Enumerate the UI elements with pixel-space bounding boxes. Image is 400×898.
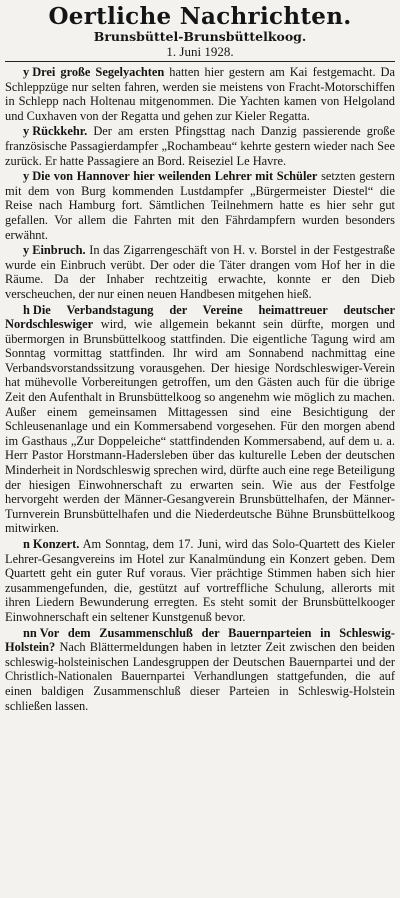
article-body: hatten hier gestern am Kai festgemacht. Da Schleppzüge nur selten fahren, werden sie meistens von Fracht-Motorschiffen in Schlepp nach Holtenau mitgenommen. Die Yachten kamen von Helgoland und Cuxhaven von der Regatta und gehen zur Kieler Regatta. (5, 65, 395, 123)
article-rueckkehr (5, 124, 395, 168)
article-body: wird, wie allgemein bekannt sein dürfte, morgen und übermorgen in Brunsbüttelkoog stattfinden. Die eigentliche Tagung wird am Sonntag vormittag stattfinden. Ihr wird am Sonnabend nachmittag eine Verbandsvorstandssitzung vorausgehen. Der hiesige Nordschleswiger-Verein hat mühevolle Vorbereitungen getroffen, um den Gästen auch für die übrige Zeit den Aufenthalt in Brunsbüttelkoog so angenehm wie möglich zu machen. Außer einem gemeinsamen Mittagessen sind eine Besichtigung der Schleusenanlage und ein Kommersabend vorgesehen. Für den morgen abend im Gasthaus „Zur Doppeleiche“ stattfindenden Kommersabend, auf dem u. a. Herr Pastor Horstmann-Hadersleben über das kulturelle Leben der deutschen Minderheit in Nordschleswig sprechen wird, dürfte auch eine rege Beteiligung der hiesigen Einwohnerschaft zu erwarten sein. Wie aus der Festfolge hervorgeht werden der Männer-Gesangverein Brunsbüttelhafen, der Männer-Turnverein Brunsbüttelhafen und die Niederdeutsche Bühne Brunsbüttelkoog mitwirken. (5, 317, 395, 536)
article-lead: Vor dem Zusammenschluß der Bauernparteien in Schleswig-Holstein? (5, 625, 395, 655)
article-mark: nn (23, 625, 37, 640)
article-lead: Die von Hannover hier weilenden Lehrer mit Schüler (32, 169, 318, 184)
article-lehrer (5, 169, 395, 242)
dateline: 1. Juni 1928. (166, 44, 234, 59)
article-segelyachten (5, 65, 395, 123)
article-lead: Drei große Segelyachten (32, 65, 165, 79)
article-mark: h (23, 302, 30, 317)
masthead (5, 4, 395, 59)
section-title: Oertliche Nachrichten. (48, 3, 352, 30)
article-konzert (5, 537, 395, 625)
article-lead: Konzert. (32, 537, 80, 551)
article-body: Am Sonntag, dem 17. Juni, wird das Solo-Quartett des Kieler Lehrer-Gesangvereins im Hotel zur Kanalmündung ein Konzert geben. Dem Quartett geht ein guter Ruf voraus. Vier prächtige Stimmen haben sich hier zusammengefunden, die, gestützt auf vortreffliche Schulung, allerorts mit ihren Liedern Bewunderung erregten. Es steht somit der Brunsbüttelkooger Einwohnerschaft ein seltener Kunstgenuß bevor. (5, 537, 395, 624)
header-divider (5, 61, 395, 62)
article-body: setzten gestern mit dem von Burg kommenden Lustdampfer „Bürgermeister Diestel“ die Reise nach Hamburg fort. Sämtlichen Teilnehmern hatte es hier sehr gut gefallen. Vor allem die Fahrten mit den Fährdampfern wurden besonders erwähnt. (5, 169, 395, 242)
article-mark: y (23, 65, 30, 79)
article-body: In das Zigarrengeschäft von H. v. Borstel in der Festgestraße wurde ein Einbruch verübt. Der oder die Täter drangen vom Hof her in die Räume. Da der Inhaber rechtzeitig erwachte, konnte er den Dieb verscheuchen, der nur einen neuen Handbesen mitgehen hieß. (5, 243, 395, 301)
article-mark: n (23, 537, 30, 551)
section-subtitle: Brunsbüttel-Brunsbüttelkoog. (93, 29, 307, 44)
article-lead: Einbruch. (32, 243, 86, 258)
article-lead: Rückkehr. (32, 124, 88, 139)
article-mark: y (23, 169, 30, 184)
article-body: Nach Blättermeldungen haben in letzter Zeit zwischen den beiden schleswig-holsteinischen Landesgruppen der Deutschen Bauernpartei und der Christlich-Nationalen Bauernpartei Verhandlungen stattgefunden, die auf einen baldigen Zusammenschluß dieser Parteien in Schleswig-Holstein schließen lassen. (5, 640, 395, 713)
article-mark: y (23, 124, 30, 139)
article-einbruch (5, 243, 395, 301)
article-verbandstagung (5, 303, 395, 537)
article-mark: y (23, 243, 30, 258)
article-bauernparteien (5, 626, 395, 714)
article-body: Der am ersten Pfingsttag nach Danzig passierende große französische Passagierdampfer „Rochambeau“ kehrte gestern wieder nach See zurück. Er hatte Passagiere an Bord. Reiseziel Le Havre. (5, 124, 395, 168)
article-lead: Die Verbandstagung der Vereine heimattreuer deutscher Nordschleswiger (5, 302, 395, 332)
